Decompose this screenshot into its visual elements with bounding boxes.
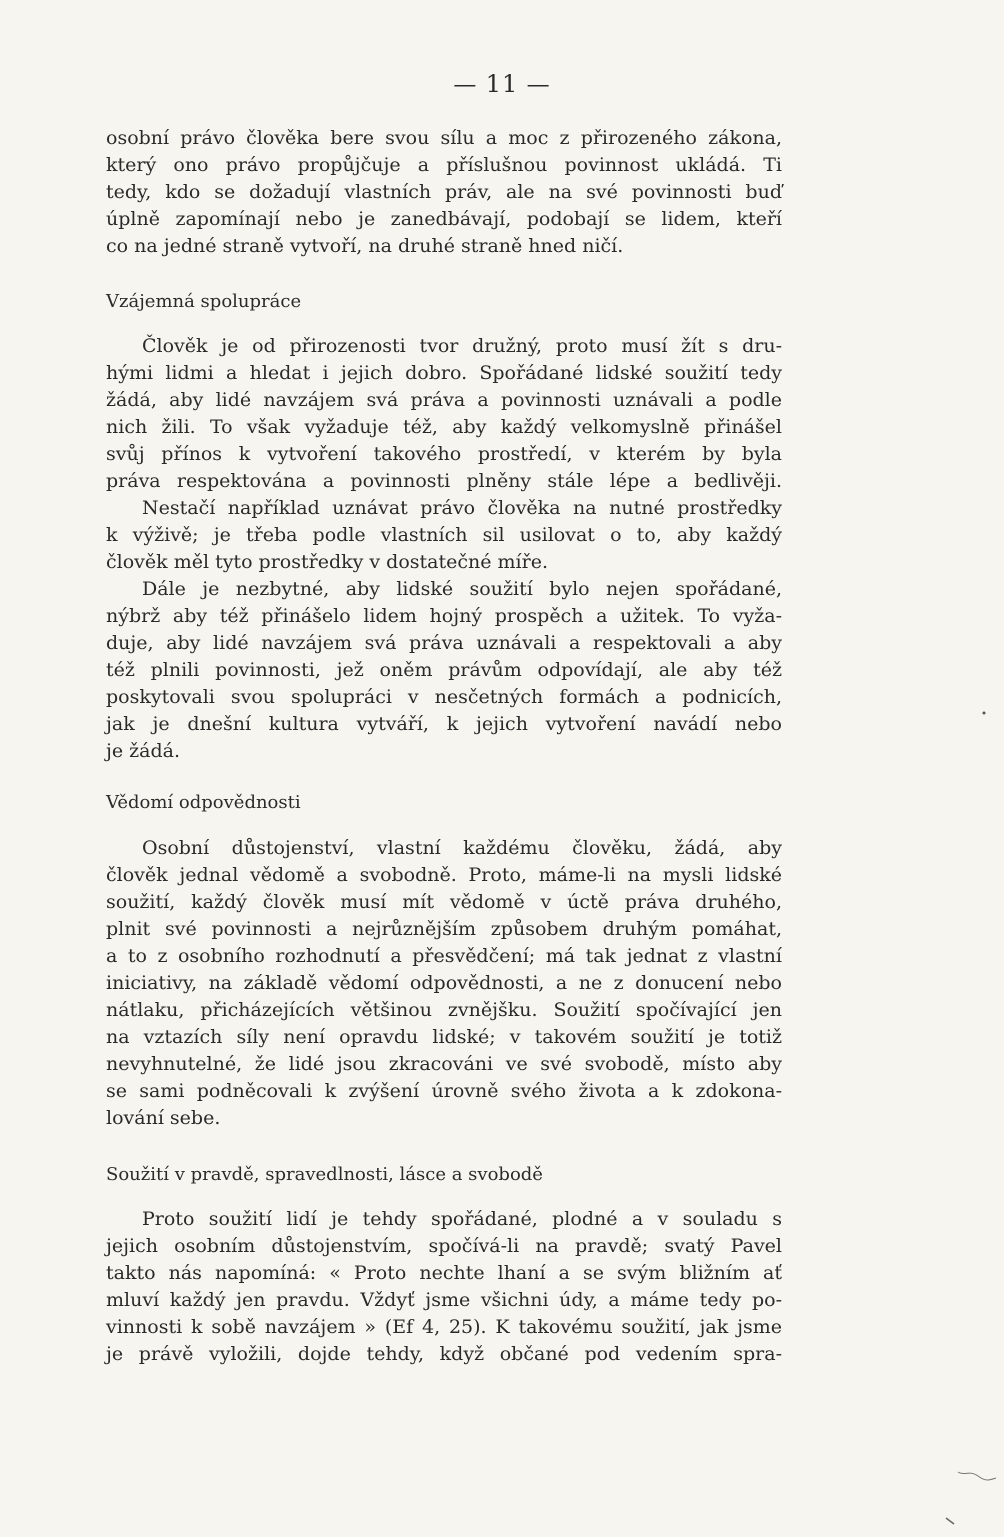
text-line: vinnosti k sobě navzájem » (Ef 4, 25). K takovému soužití, jak jsme <box>106 1316 782 1338</box>
paragraph <box>106 333 782 495</box>
text-line: nevyhnutelné, že lidé jsou zkracováni ve své svobodě, místo aby <box>106 1053 782 1075</box>
text-line: Člověk je od přirozenosti tvor družný, proto musí žít s dru- <box>142 335 782 357</box>
scan-smudge-icon <box>940 1460 1000 1530</box>
text-line: duje, aby lidé navzájem svá práva uznávali a respektovali a aby <box>106 632 782 654</box>
text-line: poskytovali svou spolupráci v nesčetných formách a podnicích, <box>106 686 782 708</box>
text-line: žádá, aby lidé navzájem svá práva a povinnosti uznávali a podle <box>106 389 782 411</box>
section-heading: Vzájemná spolupráce <box>106 291 302 312</box>
text-line: hými lidmi a hledat i jejich dobro. Spořádané lidské soužití tedy <box>106 362 782 384</box>
page-number <box>0 70 1004 98</box>
text-line: co na jedné straně vytvoří, na druhé straně hned ničí. <box>106 235 624 257</box>
paragraph <box>106 576 782 765</box>
text-line: plnit své povinnosti a nejrůznějším způsobem druhým pomáhat, <box>106 918 782 940</box>
page-number-suffix: — <box>526 72 551 98</box>
text-line: jejich osobním důstojenstvím, spočívá-li na pravdě; svatý Pavel <box>106 1235 782 1257</box>
paragraph <box>106 835 782 1132</box>
text-line: Proto soužití lidí je tehdy spořádané, plodné a v souladu s <box>142 1208 782 1230</box>
text-line: jak je dnešní kultura vytváří, k jejich vytvoření navádí nebo <box>106 713 782 735</box>
text-line: tedy, kdo se dožadují vlastních práv, ale na své povinnosti buď <box>106 181 782 203</box>
section-heading: Soužití v pravdě, spravedlnosti, lásce a svobodě <box>106 1164 543 1185</box>
text-line: iniciativy, na základě vědomí odpovědnosti, a ne z donucení nebo <box>106 972 782 994</box>
text-line: je žádá. <box>106 740 181 762</box>
text-line: Nestačí například uznávat právo člověka na nutné prostředky <box>142 497 782 519</box>
paragraph <box>106 495 782 576</box>
text-line: osobní právo člověka bere svou sílu a moc z přirozeného zákona, <box>106 127 782 149</box>
text-line: též plnili povinnosti, jež oněm právům odpovídají, ale aby též <box>106 659 782 681</box>
text-line: k výživě; je třeba podle vlastních sil usilovat o to, aby každý <box>106 524 782 546</box>
page-number-prefix: — <box>453 72 478 98</box>
text-line: nýbrž aby též přinášelo lidem hojný prospěch a užitek. To vyža- <box>106 605 782 627</box>
text-line: lování sebe. <box>106 1107 221 1129</box>
text-line: mluví každý jen pravdu. Vždyť jsme všichni údy, a máme tedy po- <box>106 1289 782 1311</box>
text-line: takto nás napomíná: « Proto nechte lhaní a se svým bližním ať <box>106 1262 782 1284</box>
text-line: nich žili. To však vyžaduje též, aby každý velkomyslně přinášel <box>106 416 782 438</box>
intro-paragraph <box>106 125 782 260</box>
paragraph <box>106 1206 782 1368</box>
text-line: svůj přínos k vytvoření takového prostředí, v kterém by byla <box>106 443 782 465</box>
text-line: člověk měl tyto prostředky v dostatečné míře. <box>106 551 548 573</box>
section-heading: Vědomí odpovědnosti <box>106 792 301 813</box>
scan-dot-icon <box>980 708 988 718</box>
text-line: Dále je nezbytné, aby lidské soužití bylo nejen spořádané, <box>142 578 782 600</box>
text-line: se sami podněcovali k zvýšení úrovně svého života a k zdokona- <box>106 1080 782 1102</box>
page-number-value: 11 <box>485 70 519 98</box>
text-line: Osobní důstojenství, vlastní každému člověku, žádá, aby <box>142 837 782 859</box>
text-line: který ono právo propůjčuje a příslušnou povinnost ukládá. Ti <box>106 154 782 176</box>
text-line: člověk jednal vědomě a svobodně. Proto, máme-li na mysli lidské <box>106 864 782 886</box>
text-line: je právě vyložili, dojde tehdy, když občané pod vedením spra- <box>106 1343 782 1365</box>
text-line: práva respektována a povinnosti plněny stále lépe a bedlivěji. <box>106 470 782 492</box>
text-line: na vztazích síly není opravdu lidské; v takovém soužití je totiž <box>106 1026 782 1048</box>
text-line: nátlaku, přicházejících většinou zvnějšku. Soužití spočívající jen <box>106 999 782 1021</box>
text-line: úplně zapomínají nebo je zanedbávají, podobají se lidem, kteří <box>106 208 782 230</box>
text-line: soužití, každý člověk musí mít vědomě v úctě práva druhého, <box>106 891 782 913</box>
text-line: a to z osobního rozhodnutí a přesvědčení; má tak jednat z vlastní <box>106 945 782 967</box>
